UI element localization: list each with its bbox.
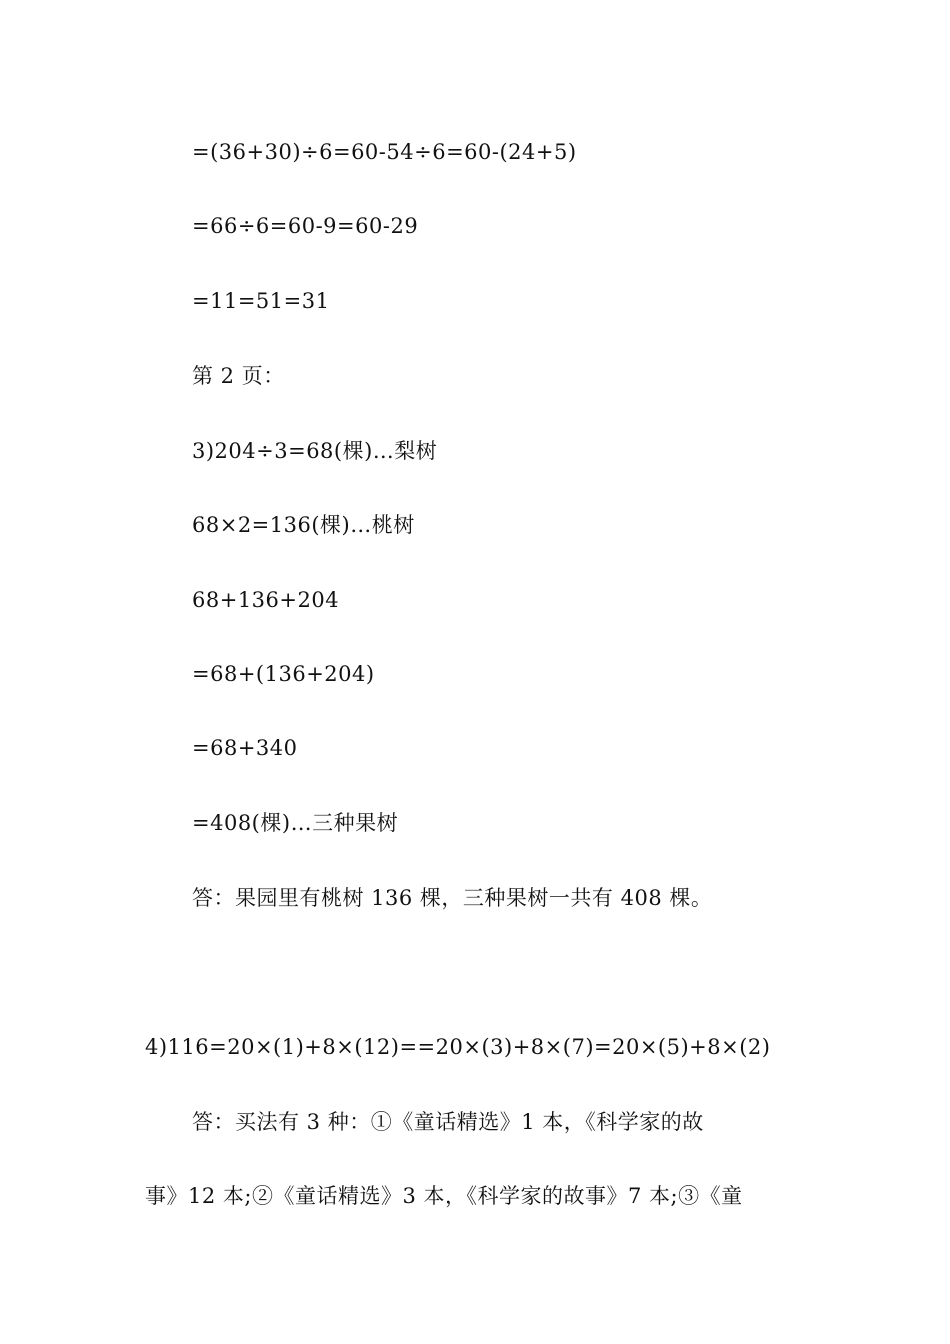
calc-line-2: =66÷6=60-9=60-29 — [192, 214, 419, 238]
problem-3-line-1: 3)204÷3=68(棵)…梨树 — [192, 439, 438, 463]
calc-line-1: =(36+30)÷6=60-54÷6=60-(24+5) — [192, 140, 577, 164]
calc-line-3: =11=51=31 — [192, 289, 330, 313]
problem-3-line-4: =68+(136+204) — [192, 662, 375, 686]
problem-4-answer-line-1: 答：买法有 3 种：①《童话精选》1 本，《科学家的故 — [192, 1110, 704, 1134]
problem-4-equation: 4)116=20×(1)+8×(12)==20×(3)+8×(7)=20×(5)+8×(2) — [145, 1035, 771, 1059]
problem-3-line-5: =68+340 — [192, 736, 298, 760]
problem-3-line-6: =408(棵)…三种果树 — [192, 811, 399, 835]
problem-4-answer-line-2: 事》12 本;②《童话精选》3 本，《科学家的故事》7 本;③《童 — [145, 1184, 743, 1208]
problem-3-answer: 答：果园里有桃树 136 棵，三种果树一共有 408 棵。 — [192, 886, 713, 910]
problem-3-line-3: 68+136+204 — [192, 588, 340, 612]
page-label: 第 2 页： — [192, 364, 285, 388]
problem-3-line-2: 68×2=136(棵)…桃树 — [192, 513, 415, 537]
